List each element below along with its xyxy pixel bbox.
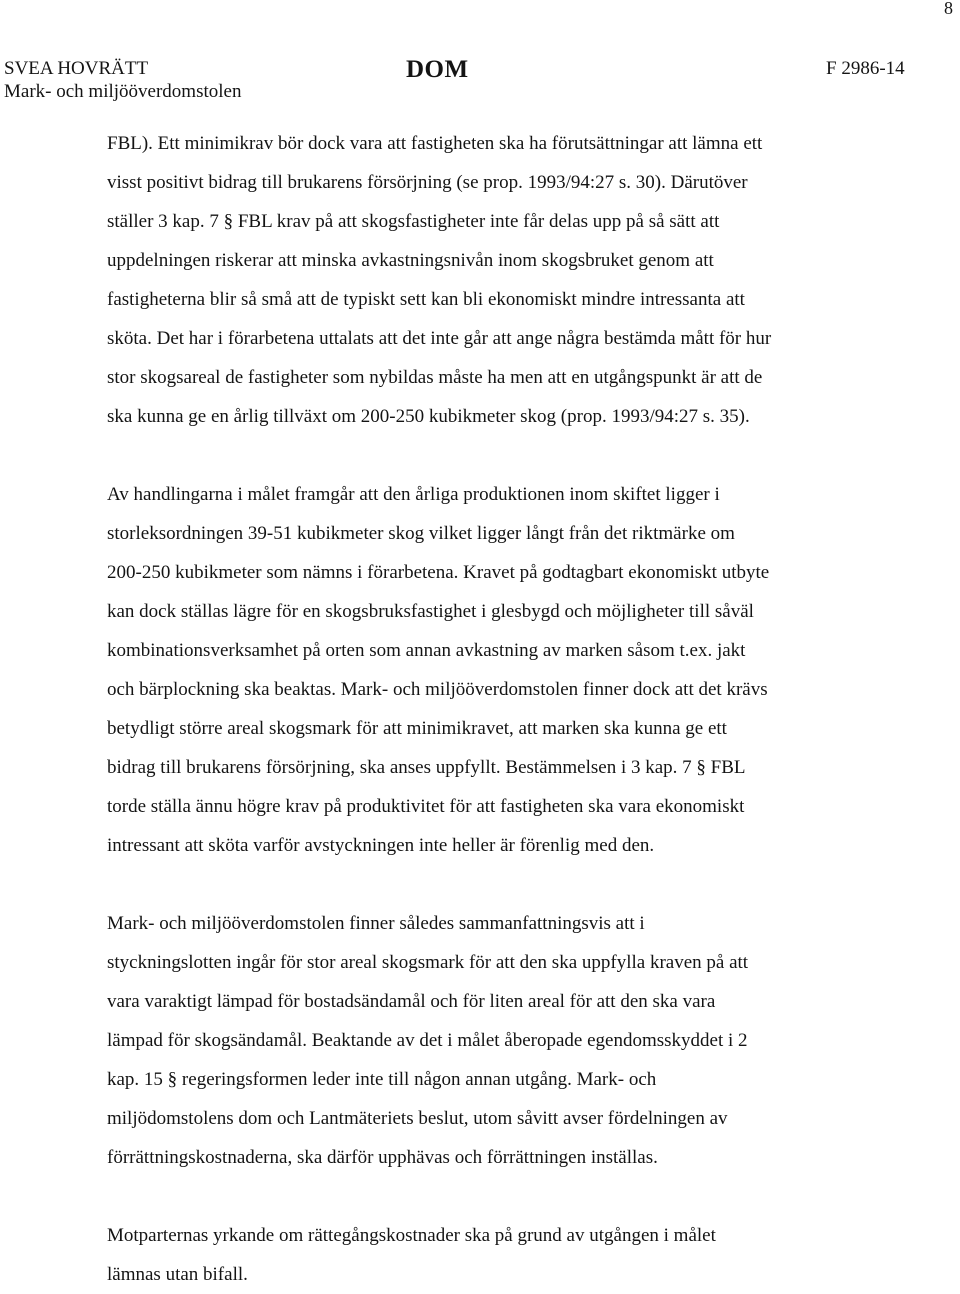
text-line: vara varaktigt lämpad för bostadsändamål och för liten areal för att den ska vara	[107, 991, 716, 1012]
text-line: sköta. Det har i förarbetena uttalats att det inte går att ange några bestämda mått för hur	[107, 328, 772, 349]
paragraph-4	[107, 1216, 907, 1294]
text-line: styckningslotten ingår för stor areal skogsmark för att den ska uppfylla kraven på att	[107, 952, 749, 973]
court-name: SVEA HOVRÄTT	[4, 58, 149, 79]
paragraph-gap	[107, 436, 907, 475]
document-type: DOM	[406, 56, 469, 83]
text-line: torde ställa ännu högre krav på produktivitet för att fastigheten ska vara ekonomiskt	[107, 796, 745, 817]
text-line: uppdelningen riskerar att minska avkastningsnivån inom skogsbruket genom att	[107, 250, 714, 271]
text-line: lämnas utan bifall.	[107, 1264, 248, 1285]
text-line: kap. 15 § regeringsformen leder inte till någon annan utgång. Mark- och	[107, 1069, 657, 1090]
text-line: ska kunna ge en årlig tillväxt om 200-250 kubikmeter skog (prop. 1993/94:27 s. 35).	[107, 406, 750, 427]
text-line: kombinationsverksamhet på orten som annan avkastning av marken såsom t.ex. jakt	[107, 640, 746, 661]
paragraph-2	[107, 475, 907, 865]
court-subdivision: Mark- och miljööverdomstolen	[4, 81, 242, 102]
text-line: lämpad för skogsändamål. Beaktande av det i målet åberopade egendomsskyddet i 2	[107, 1030, 748, 1051]
text-line: och bärplockning ska beaktas. Mark- och miljööverdomstolen finner dock att det krävs	[107, 679, 768, 700]
text-line: FBL). Ett minimikrav bör dock vara att fastigheten ska ha förutsättningar att lämna ett	[107, 133, 763, 154]
text-line: miljödomstolens dom och Lantmäteriets beslut, utom såvitt avser fördelningen av	[107, 1108, 728, 1129]
text-line: Mark- och miljööverdomstolen finner således sammanfattningsvis att i	[107, 913, 645, 934]
text-line: förrättningskostnaderna, ska därför upphävas och förrättningen inställas.	[107, 1147, 658, 1168]
text-line: Av handlingarna i målet framgår att den årliga produktionen inom skiftet ligger i	[107, 484, 720, 505]
text-line: fastigheterna blir så små att de typiskt sett kan bli ekonomiskt mindre intressanta att	[107, 289, 745, 310]
paragraph-gap	[107, 865, 907, 904]
case-number: F 2986-14	[826, 58, 905, 79]
text-line: visst positivt bidrag till brukarens försörjning (se prop. 1993/94:27 s. 30). Därutöver	[107, 172, 748, 193]
text-line: 200-250 kubikmeter som nämns i förarbetena. Kravet på godtagbart ekonomiskt utbyte	[107, 562, 770, 583]
text-line: stor skogsareal de fastigheter som nybildas måste ha men att en utgångspunkt är att de	[107, 367, 763, 388]
text-line: betydligt större areal skogsmark för att minimikravet, att marken ska kunna ge ett	[107, 718, 727, 739]
text-line: kan dock ställas lägre för en skogsbruksfastighet i glesbygd och möjligheter till såväl	[107, 601, 754, 622]
text-line: intressant att sköta varför avstyckningen inte heller är förenlig med den.	[107, 835, 655, 856]
text-line: bidrag till brukarens försörjning, ska anses uppfyllt. Bestämmelsen i 3 kap. 7 § FBL	[107, 757, 746, 778]
document-body	[107, 124, 907, 1294]
text-line: ställer 3 kap. 7 § FBL krav på att skogsfastigheter inte får delas upp på så sätt att	[107, 211, 720, 232]
text-line: storleksordningen 39-51 kubikmeter skog vilket ligger långt från det riktmärke om	[107, 523, 735, 544]
paragraph-gap	[107, 1177, 907, 1216]
page-number: 8	[944, 0, 953, 18]
paragraph-3	[107, 904, 907, 1177]
paragraph-1	[107, 124, 907, 436]
text-line: Motparternas yrkande om rättegångskostnader ska på grund av utgången i målet	[107, 1225, 716, 1246]
